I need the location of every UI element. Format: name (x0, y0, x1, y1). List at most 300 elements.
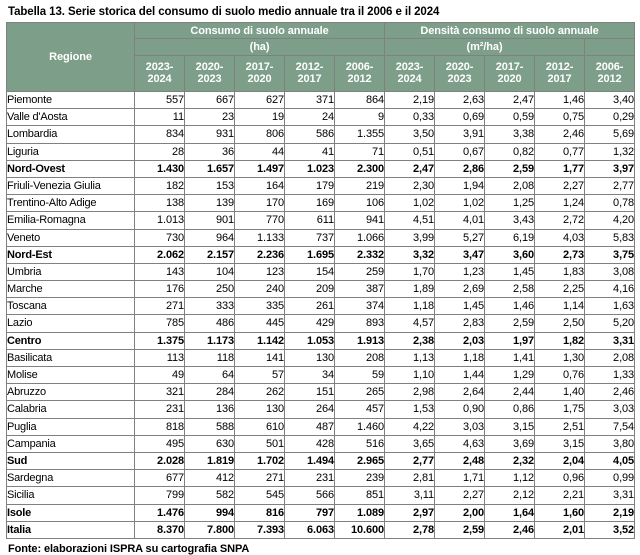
cell-value: 2,97 (385, 504, 435, 521)
cell-value: 1,18 (385, 298, 435, 315)
cell-region: Sardegna (7, 470, 135, 487)
table-row (7, 126, 635, 143)
cell-value: 2,86 (435, 160, 485, 177)
cell-value: 3,32 (385, 246, 435, 263)
cell-value: 139 (185, 195, 235, 212)
cell-value: 1,45 (485, 263, 535, 280)
cell-value: 106 (335, 195, 385, 212)
cell-value: 1,29 (485, 367, 535, 384)
cell-region: Valle d'Aosta (7, 109, 135, 126)
cell-value: 834 (135, 126, 185, 143)
cell-value: 1,89 (385, 281, 435, 298)
cell-value: 428 (285, 435, 335, 452)
cell-value: 2,01 (535, 521, 585, 538)
cell-value: 1,46 (535, 92, 585, 109)
cell-value: 2,63 (435, 92, 485, 109)
cell-value: 1.355 (335, 126, 385, 143)
cell-value: 770 (235, 212, 285, 229)
cell-value: 104 (185, 263, 235, 280)
period-from: 2023- (145, 60, 174, 73)
cell-value: 1,94 (435, 177, 485, 194)
cell-value: 611 (285, 212, 335, 229)
cell-value: 516 (335, 435, 385, 452)
header-group-densita: Densità consumo di suolo annuale (385, 23, 635, 39)
cell-value: 486 (185, 315, 235, 332)
cell-value: 4,51 (385, 212, 435, 229)
cell-value: 1,64 (485, 504, 535, 521)
header-period-densita-2017-2020 (485, 55, 535, 91)
cell-region: Liguria (7, 143, 135, 160)
cell-value: 0,67 (435, 143, 485, 160)
cell-value: 261 (285, 298, 335, 315)
cell-value: 151 (285, 384, 335, 401)
cell-value: 0,69 (435, 109, 485, 126)
cell-value: 799 (135, 487, 185, 504)
cell-value: 931 (185, 126, 235, 143)
table-row (7, 470, 635, 487)
cell-value: 0,86 (485, 401, 535, 418)
cell-value: 730 (135, 229, 185, 246)
cell-value: 130 (285, 349, 335, 366)
header-period-consumo-2017-2020 (235, 55, 285, 91)
cell-value: 2,19 (385, 92, 435, 109)
cell-value: 2.062 (135, 246, 185, 263)
cell-value: 1.702 (235, 452, 285, 469)
cell-value: 3,15 (485, 418, 535, 435)
header-period-consumo-2023-2024 (135, 55, 185, 91)
cell-value: 6.063 (285, 521, 335, 538)
cell-value: 1,24 (535, 195, 585, 212)
cell-value: 677 (135, 470, 185, 487)
cell-region: Nord-Est (7, 246, 135, 263)
cell-value: 7,54 (585, 418, 635, 435)
cell-value: 2,47 (385, 160, 435, 177)
table-row (7, 452, 635, 469)
cell-value: 118 (185, 349, 235, 366)
cell-value: 1,97 (485, 332, 535, 349)
cell-value: 1,83 (535, 263, 585, 280)
cell-value: 1,33 (585, 367, 635, 384)
source-note: Fonte: elaborazioni ISPRA su cartografia SNPA (8, 542, 250, 555)
cell-value: 271 (135, 298, 185, 315)
cell-value: 164 (235, 177, 285, 194)
cell-value: 0,29 (585, 109, 635, 126)
header-period-consumo-2020-2023 (185, 55, 235, 91)
cell-value: 4,57 (385, 315, 435, 332)
cell-region: Molise (7, 367, 135, 384)
cell-value: 2,46 (535, 126, 585, 143)
cell-value: 333 (185, 298, 235, 315)
cell-value: 2,25 (535, 281, 585, 298)
cell-value: 4,63 (435, 435, 485, 452)
cell-value: 28 (135, 143, 185, 160)
cell-value: 412 (185, 470, 235, 487)
period-from: 2023- (395, 60, 424, 73)
cell-value: 2,77 (585, 177, 635, 194)
cell-region: Lazio (7, 315, 135, 332)
cell-value: 1.053 (285, 332, 335, 349)
table-row (7, 487, 635, 504)
cell-value: 610 (235, 418, 285, 435)
cell-value: 2,51 (535, 418, 585, 435)
cell-value: 2,19 (585, 504, 635, 521)
cell-value: 3,31 (585, 332, 635, 349)
cell-value: 1,23 (435, 263, 485, 280)
cell-region: Nord-Ovest (7, 160, 135, 177)
cell-value: 445 (235, 315, 285, 332)
cell-value: 4,22 (385, 418, 435, 435)
cell-region: Piemonte (7, 92, 135, 109)
cell-value: 3,31 (585, 487, 635, 504)
cell-value: 1,02 (385, 195, 435, 212)
cell-region: Trentino-Alto Adige (7, 195, 135, 212)
cell-value: 219 (335, 177, 385, 194)
cell-value: 2,83 (435, 315, 485, 332)
cell-value: 24 (285, 109, 335, 126)
cell-value: 3,03 (435, 418, 485, 435)
cell-value: 2,46 (585, 384, 635, 401)
cell-value: 588 (185, 418, 235, 435)
cell-value: 1.460 (335, 418, 385, 435)
cell-value: 64 (185, 367, 235, 384)
cell-value: 0,99 (585, 470, 635, 487)
cell-value: 57 (235, 367, 285, 384)
table-row (7, 229, 635, 246)
cell-value: 2,58 (485, 281, 535, 298)
cell-value: 1,77 (535, 160, 585, 177)
period-to: 2024 (147, 73, 172, 86)
table-row (7, 401, 635, 418)
cell-value: 154 (285, 263, 335, 280)
header-period-densita-2006-2012 (585, 55, 635, 91)
cell-value: 1.133 (235, 229, 285, 246)
cell-value: 586 (285, 126, 335, 143)
cell-value: 2,04 (535, 452, 585, 469)
page-title: Tabella 13. Serie storica del consumo di suolo medio annuale tra il 2006 e il 2024 (8, 6, 440, 18)
cell-value: 44 (235, 143, 285, 160)
cell-value: 3,03 (585, 401, 635, 418)
cell-value: 1,18 (435, 349, 485, 366)
cell-value: 1.497 (235, 160, 285, 177)
table-row (7, 109, 635, 126)
table-row (7, 160, 635, 177)
cell-region: Veneto (7, 229, 135, 246)
cell-value: 4,01 (435, 212, 485, 229)
table-row (7, 332, 635, 349)
cell-value: 797 (285, 504, 335, 521)
period-to: 2020 (247, 73, 272, 86)
cell-value: 964 (185, 229, 235, 246)
cell-region: Campania (7, 435, 135, 452)
cell-value: 1.375 (135, 332, 185, 349)
cell-value: 123 (235, 263, 285, 280)
table-row (7, 504, 635, 521)
cell-value: 271 (235, 470, 285, 487)
table-row (7, 195, 635, 212)
cell-value: 71 (335, 143, 385, 160)
table-row (7, 521, 635, 538)
cell-value: 36 (185, 143, 235, 160)
cell-value: 182 (135, 177, 185, 194)
cell-value: 1.476 (135, 504, 185, 521)
cell-value: 23 (185, 109, 235, 126)
cell-value: 5,69 (585, 126, 635, 143)
cell-value: 0,96 (535, 470, 585, 487)
cell-value: 208 (335, 349, 385, 366)
cell-value: 3,11 (385, 487, 435, 504)
period-from: 2006- (345, 60, 374, 73)
cell-value: 265 (335, 384, 385, 401)
cell-value: 2,32 (485, 452, 535, 469)
cell-value: 153 (185, 177, 235, 194)
cell-value: 1.013 (135, 212, 185, 229)
cell-value: 284 (185, 384, 235, 401)
cell-value: 2,81 (385, 470, 435, 487)
cell-value: 3,65 (385, 435, 435, 452)
table-row (7, 212, 635, 229)
cell-value: 1.066 (335, 229, 385, 246)
cell-region: Emilia-Romagna (7, 212, 135, 229)
table-row (7, 435, 635, 452)
cell-value: 1,63 (585, 298, 635, 315)
cell-region: Puglia (7, 418, 135, 435)
cell-value: 501 (235, 435, 285, 452)
cell-value: 250 (185, 281, 235, 298)
cell-value: 1,14 (535, 298, 585, 315)
cell-value: 1,71 (435, 470, 485, 487)
cell-value: 264 (285, 401, 335, 418)
cell-value: 5,27 (435, 229, 485, 246)
cell-value: 2,47 (485, 92, 535, 109)
cell-value: 2,12 (485, 487, 535, 504)
cell-value: 136 (185, 401, 235, 418)
table-row (7, 315, 635, 332)
cell-value: 0,77 (535, 143, 585, 160)
cell-region: Calabria (7, 401, 135, 418)
cell-value: 2.028 (135, 452, 185, 469)
cell-value: 2.157 (185, 246, 235, 263)
cell-value: 1,70 (385, 263, 435, 280)
cell-value: 3,75 (585, 246, 635, 263)
header-period-densita-2012-2017 (535, 55, 585, 91)
cell-region: Basilicata (7, 349, 135, 366)
cell-value: 582 (185, 487, 235, 504)
cell-value: 1,10 (385, 367, 435, 384)
cell-value: 3,99 (385, 229, 435, 246)
cell-value: 737 (285, 229, 335, 246)
cell-value: 335 (235, 298, 285, 315)
cell-value: 7.393 (235, 521, 285, 538)
cell-value: 1,32 (585, 143, 635, 160)
header-period-consumo-2012-2017 (285, 55, 335, 91)
cell-value: 2,30 (385, 177, 435, 194)
cell-value: 41 (285, 143, 335, 160)
table-row (7, 281, 635, 298)
cell-value: 141 (235, 349, 285, 366)
cell-region: Marche (7, 281, 135, 298)
header-period-densita-2023-2024 (385, 55, 435, 91)
cell-value: 1,40 (535, 384, 585, 401)
table-row (7, 367, 635, 384)
cell-region: Umbria (7, 263, 135, 280)
cell-value: 1,25 (485, 195, 535, 212)
cell-value: 1.173 (185, 332, 235, 349)
period-to: 2012 (597, 73, 622, 86)
period-to: 2020 (497, 73, 522, 86)
cell-value: 2,59 (435, 521, 485, 538)
cell-region: Abruzzo (7, 384, 135, 401)
period-from: 2017- (495, 60, 524, 73)
cell-value: 0,82 (485, 143, 535, 160)
cell-value: 4,20 (585, 212, 635, 229)
cell-value: 2.965 (335, 452, 385, 469)
cell-value: 1,13 (385, 349, 435, 366)
cell-value: 138 (135, 195, 185, 212)
cell-value: 19 (235, 109, 285, 126)
cell-value: 2,72 (535, 212, 585, 229)
period-from: 2020- (195, 60, 224, 73)
period-from: 2012- (295, 60, 324, 73)
cell-value: 262 (235, 384, 285, 401)
cell-value: 1.023 (285, 160, 335, 177)
cell-region: Italia (7, 521, 135, 538)
cell-value: 2,98 (385, 384, 435, 401)
cell-region: Isole (7, 504, 135, 521)
cell-value: 7.800 (185, 521, 235, 538)
cell-value: 231 (285, 470, 335, 487)
table-row (7, 298, 635, 315)
header-group-consumo: Consumo di suolo annuale (135, 23, 385, 39)
cell-value: 59 (335, 367, 385, 384)
cell-value: 3,80 (585, 435, 635, 452)
cell-value: 1.819 (185, 452, 235, 469)
cell-value: 1,75 (535, 401, 585, 418)
cell-value: 170 (235, 195, 285, 212)
cell-value: 387 (335, 281, 385, 298)
cell-value: 2,59 (485, 160, 535, 177)
cell-value: 2,27 (535, 177, 585, 194)
cell-value: 2,48 (435, 452, 485, 469)
period-from: 2017- (245, 60, 274, 73)
cell-value: 2,21 (535, 487, 585, 504)
cell-value: 240 (235, 281, 285, 298)
cell-value: 2,38 (385, 332, 435, 349)
cell-value: 2,78 (385, 521, 435, 538)
cell-value: 130 (235, 401, 285, 418)
cell-value: 3,40 (585, 92, 635, 109)
cell-value: 2.300 (335, 160, 385, 177)
cell-value: 3,50 (385, 126, 435, 143)
cell-value: 457 (335, 401, 385, 418)
cell-value: 3,97 (585, 160, 635, 177)
header-unit-densita: (m²/ha) (385, 39, 585, 55)
period-from: 2012- (545, 60, 574, 73)
cell-value: 9 (335, 109, 385, 126)
cell-value: 371 (285, 92, 335, 109)
period-to: 2012 (347, 73, 372, 86)
table-row (7, 263, 635, 280)
header-region: Regione (7, 23, 135, 92)
cell-value: 495 (135, 435, 185, 452)
cell-value: 34 (285, 367, 335, 384)
cell-value: 2.332 (335, 246, 385, 263)
cell-value: 1,02 (435, 195, 485, 212)
cell-value: 806 (235, 126, 285, 143)
cell-value: 3,15 (535, 435, 585, 452)
land-consumption-table (6, 22, 635, 539)
cell-value: 0,75 (535, 109, 585, 126)
period-to: 2023 (447, 73, 472, 86)
cell-value: 11 (135, 109, 185, 126)
cell-value: 1,45 (435, 298, 485, 315)
cell-value: 3,52 (585, 521, 635, 538)
cell-value: 1,12 (485, 470, 535, 487)
cell-value: 3,43 (485, 212, 535, 229)
cell-value: 0,33 (385, 109, 435, 126)
cell-value: 2,59 (485, 315, 535, 332)
cell-region: Friuli-Venezia Giulia (7, 177, 135, 194)
cell-value: 1,46 (485, 298, 535, 315)
cell-value: 785 (135, 315, 185, 332)
cell-value: 0,51 (385, 143, 435, 160)
cell-value: 851 (335, 487, 385, 504)
period-from: 2020- (445, 60, 474, 73)
cell-value: 231 (135, 401, 185, 418)
cell-value: 901 (185, 212, 235, 229)
cell-value: 321 (135, 384, 185, 401)
header-period-consumo-2006-2012 (335, 55, 385, 91)
cell-value: 2,50 (535, 315, 585, 332)
cell-value: 6,19 (485, 229, 535, 246)
cell-value: 5,20 (585, 315, 635, 332)
cell-value: 2,08 (485, 177, 535, 194)
cell-value: 429 (285, 315, 335, 332)
cell-value: 1.142 (235, 332, 285, 349)
cell-value: 566 (285, 487, 335, 504)
cell-value: 1,60 (535, 504, 585, 521)
cell-value: 2,08 (585, 349, 635, 366)
cell-value: 630 (185, 435, 235, 452)
cell-value: 5,83 (585, 229, 635, 246)
header-row-group (7, 23, 635, 39)
cell-value: 259 (335, 263, 385, 280)
cell-region: Centro (7, 332, 135, 349)
cell-value: 893 (335, 315, 385, 332)
cell-value: 4,16 (585, 281, 635, 298)
header-unit-consumo: (ha) (135, 39, 385, 55)
cell-value: 176 (135, 281, 185, 298)
cell-value: 627 (235, 92, 285, 109)
cell-value: 8.370 (135, 521, 185, 538)
cell-value: 1.913 (335, 332, 385, 349)
cell-value: 1,30 (535, 349, 585, 366)
cell-region: Lombardia (7, 126, 135, 143)
cell-value: 143 (135, 263, 185, 280)
cell-value: 0,59 (485, 109, 535, 126)
table-row (7, 92, 635, 109)
table-header (7, 23, 635, 92)
cell-value: 3,91 (435, 126, 485, 143)
table-row (7, 418, 635, 435)
cell-value: 545 (235, 487, 285, 504)
cell-value: 1,82 (535, 332, 585, 349)
cell-value: 1.430 (135, 160, 185, 177)
cell-value: 3,47 (435, 246, 485, 263)
cell-value: 3,60 (485, 246, 535, 263)
cell-value: 2,46 (485, 521, 535, 538)
cell-value: 0,78 (585, 195, 635, 212)
cell-value: 1.089 (335, 504, 385, 521)
